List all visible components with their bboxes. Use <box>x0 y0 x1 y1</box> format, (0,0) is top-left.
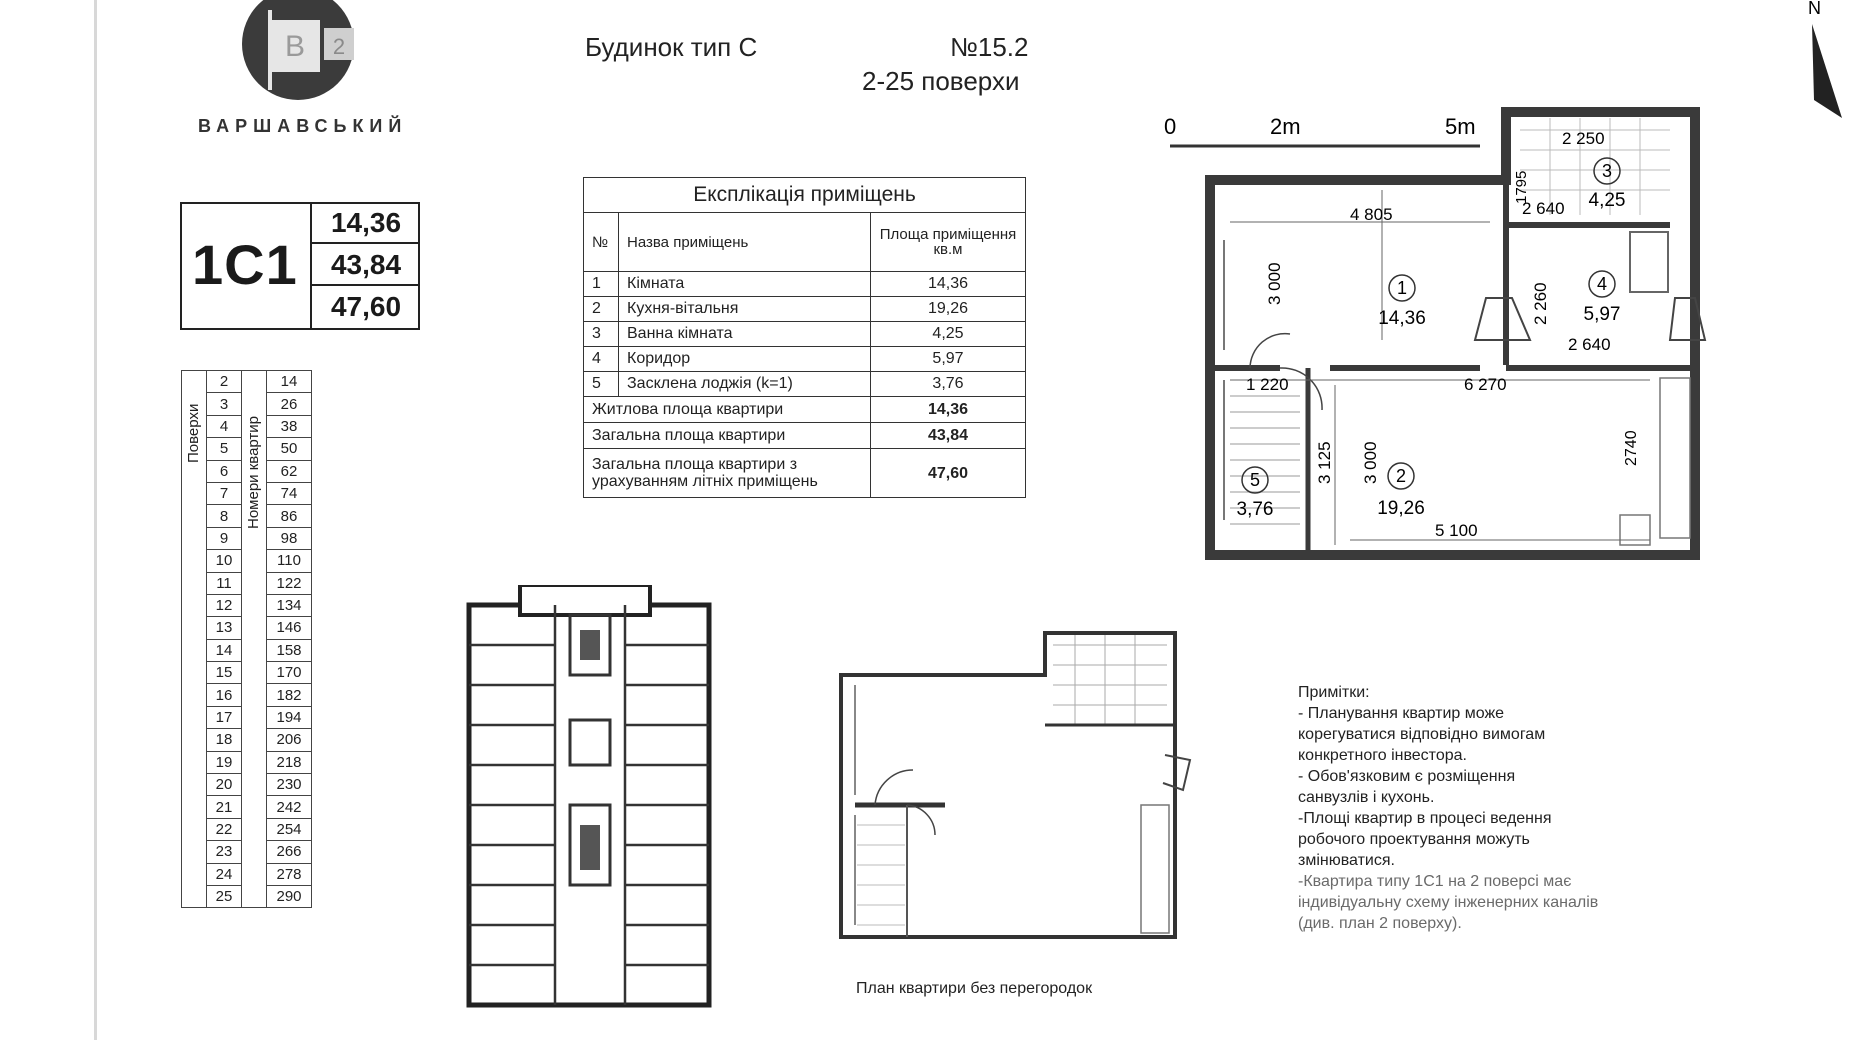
floor-number: 22 <box>207 818 242 840</box>
open-plan <box>835 625 1195 945</box>
floor-range: 2-25 поверхи <box>862 66 1020 96</box>
page-edge-rule <box>94 0 97 1040</box>
table-row: 5 Засклена лоджія (k=1) 3,76 <box>584 372 1026 397</box>
total-area-row: Загальна площа квартири 43,84 <box>584 423 1026 449</box>
apartment-number: 26 <box>267 393 312 415</box>
table-row: 1 Кімната 14,36 <box>584 272 1026 297</box>
apartment-number: 62 <box>267 460 312 482</box>
dim-6270: 6 270 <box>1464 375 1507 394</box>
note-line-muted: -Квартира типу 1С1 на 2 поверсі має <box>1298 873 1572 890</box>
kitchen-units <box>1660 378 1690 538</box>
north-label: N <box>1808 0 1821 18</box>
floor-number: 19 <box>207 751 242 773</box>
floors-label: Поверхи <box>185 403 202 463</box>
table-row: 2 Кухня-вітальня 19,26 <box>584 297 1026 322</box>
dim-2640b: 2 640 <box>1568 335 1611 354</box>
floor-number: 25 <box>207 885 242 907</box>
apartment-number: 134 <box>267 594 312 616</box>
apartment-number: 110 <box>267 550 312 572</box>
floor-number: 11 <box>207 572 242 594</box>
living-area-value: 14,36 <box>312 202 420 244</box>
shower <box>1630 232 1668 292</box>
apartment-number: 254 <box>267 818 312 840</box>
apartment-number: 230 <box>267 774 312 796</box>
floor-number: 10 <box>207 550 242 572</box>
dim-3000a: 3 000 <box>1265 262 1284 305</box>
apartment-number: 14 <box>267 371 312 393</box>
apartment-number: 74 <box>267 482 312 504</box>
col-area: Площа приміщення кв.м <box>871 213 1026 272</box>
note-line: конкретного інвестора. <box>1298 747 1467 764</box>
dim-1220: 1 220 <box>1246 375 1289 394</box>
floor-number: 16 <box>207 684 242 706</box>
open-plan-caption: План квартири без перегородок <box>856 980 1093 997</box>
note-line: - Планування квартир може <box>1298 705 1505 722</box>
summer-area-row: Загальна площа квартири з урахуванням літніх приміщень 47,60 <box>584 449 1026 498</box>
floor-number: 2 <box>207 371 242 393</box>
floor-number: 21 <box>207 796 242 818</box>
floor-number: 14 <box>207 639 242 661</box>
floor-number: 13 <box>207 617 242 639</box>
col-number: № <box>584 213 619 272</box>
entrance-door <box>1475 298 1530 340</box>
explication-table <box>583 177 1026 498</box>
note-line-muted: індивідуальну схему інженерних каналів <box>1298 894 1599 911</box>
room-3-no: 3 <box>1601 161 1613 181</box>
summer-area-value: 47,60 <box>330 291 402 322</box>
note-line: - Обов'язковим є розміщення <box>1298 768 1516 785</box>
table-row: 4 Коридор 5,97 <box>584 347 1026 372</box>
floor-number: 3 <box>207 393 242 415</box>
apartment-number: 218 <box>267 751 312 773</box>
apartment-code: 1С1 <box>192 233 298 296</box>
note-line: робочого проектування можуть <box>1298 831 1530 848</box>
floor-row <box>182 371 312 393</box>
apartment-number: 170 <box>267 662 312 684</box>
floor-number: 7 <box>207 482 242 504</box>
note-line-muted: (див. план 2 поверху). <box>1298 915 1462 932</box>
notes-title: Примітки: <box>1298 684 1370 701</box>
building-number: №15.2 <box>950 32 1029 62</box>
apartment-number: 182 <box>267 684 312 706</box>
apartment-number: 290 <box>267 885 312 907</box>
room-4-area: 5,97 <box>1583 304 1621 325</box>
floor-number: 15 <box>207 662 242 684</box>
logo-mark <box>240 0 360 100</box>
note-line: змінюватися. <box>1298 852 1395 869</box>
floor-number: 8 <box>207 505 242 527</box>
apartment-number: 38 <box>267 415 312 437</box>
dim-3125: 3 125 <box>1315 441 1334 484</box>
scale-zero: 0 <box>1164 114 1177 139</box>
apartment-number: 206 <box>267 729 312 751</box>
room-5-no: 5 <box>1249 470 1261 490</box>
floor-number: 24 <box>207 863 242 885</box>
apartment-number: 278 <box>267 863 312 885</box>
room-2-no: 2 <box>1395 466 1407 486</box>
logo-number: 2 <box>332 34 346 59</box>
logo-letter: В <box>284 30 306 63</box>
room-1-area: 14,36 <box>1378 308 1426 329</box>
dim-2250: 2 250 <box>1562 129 1605 148</box>
note-line: -Площі квартир в процесі ведення <box>1298 810 1552 827</box>
room-2-area: 19,26 <box>1377 498 1425 519</box>
floor-number: 23 <box>207 841 242 863</box>
apartment-number: 146 <box>267 617 312 639</box>
apartment-number: 98 <box>267 527 312 549</box>
dim-2640a: 2 640 <box>1522 199 1565 218</box>
dim-1795: 1795 <box>1513 170 1530 204</box>
note-line: корегуватися відповідно вимогам <box>1298 726 1546 743</box>
dim-2740: 2740 <box>1623 430 1640 466</box>
note-line: санвузлів і кухонь. <box>1298 789 1435 806</box>
apartment-number: 158 <box>267 639 312 661</box>
scale-mid: 2m <box>1270 114 1301 139</box>
apartment-number: 122 <box>267 572 312 594</box>
floor-number: 17 <box>207 706 242 728</box>
apartment-number: 86 <box>267 505 312 527</box>
room-5-area: 3,76 <box>1236 499 1274 520</box>
apartment-number: 242 <box>267 796 312 818</box>
floor-number: 5 <box>207 438 242 460</box>
room-1-no: 1 <box>1396 278 1408 298</box>
north-arrow-icon <box>1812 24 1842 118</box>
dim-2260: 2 260 <box>1531 282 1550 325</box>
apartment-number: 266 <box>267 841 312 863</box>
apartment-number: 194 <box>267 706 312 728</box>
floor-number: 6 <box>207 460 242 482</box>
living-area-row: Житлова площа квартири 14,36 <box>584 397 1026 423</box>
dim-5100: 5 100 <box>1435 521 1478 540</box>
room-4-no: 4 <box>1596 274 1608 294</box>
floor-number: 18 <box>207 729 242 751</box>
apts-label-cell <box>242 371 267 908</box>
floor-number: 12 <box>207 594 242 616</box>
dim-3000b: 3 000 <box>1361 441 1380 484</box>
building-key-plan <box>465 585 715 1015</box>
floors-label-cell <box>182 371 207 908</box>
floor-number: 4 <box>207 415 242 437</box>
room-3-area: 4,25 <box>1588 190 1626 211</box>
door-swing <box>1250 334 1290 368</box>
total-area-value: 43,84 <box>312 244 420 286</box>
apartment-floor-plan <box>1150 0 1850 570</box>
floor-number: 20 <box>207 774 242 796</box>
area-values <box>310 202 420 330</box>
apts-label: Номери квартир <box>245 415 262 529</box>
floor-number: 9 <box>207 527 242 549</box>
scale-end: 5m <box>1445 114 1476 139</box>
col-name: Назва приміщень <box>619 213 871 272</box>
building-type: Будинок тип С <box>585 32 758 62</box>
explication-title: Експлікація приміщень <box>584 178 1026 213</box>
apartment-number: 50 <box>267 438 312 460</box>
logo-text: ВАРШАВСЬКИЙ <box>198 116 408 136</box>
notes <box>1298 682 1698 934</box>
dim-4805: 4 805 <box>1350 205 1393 224</box>
floors-table <box>181 370 312 908</box>
table-row: 3 Ванна кімната 4,25 <box>584 322 1026 347</box>
